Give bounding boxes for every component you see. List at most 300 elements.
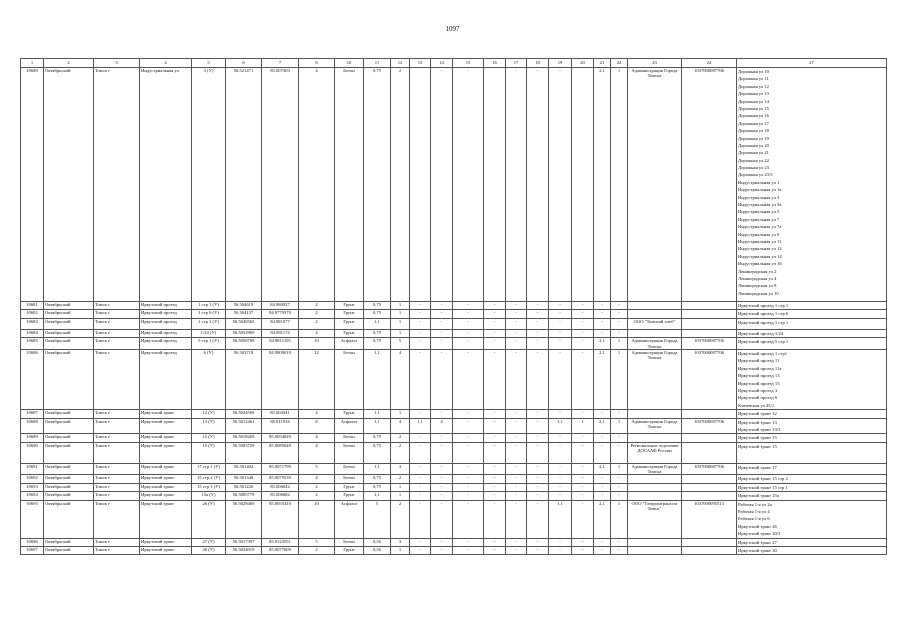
address-cell: [737, 410, 887, 418]
table-cell: 2: [299, 492, 335, 500]
table-cell: 85.011034: [262, 418, 299, 434]
table-cell: 0,35: [364, 547, 391, 555]
table-cell: 2,1: [594, 68, 611, 302]
table-cell: -: [594, 538, 611, 546]
table-cell: -: [611, 483, 628, 491]
table-cell: -: [549, 434, 572, 442]
table-cell: 0,75: [364, 475, 391, 483]
table-cell: -: [611, 329, 628, 337]
table-cell: -: [410, 500, 431, 538]
address-line: Иркутский проезд 6: [738, 395, 778, 401]
table-cell: Иркутский проезд: [140, 338, 192, 350]
table-cell: Октябрьский: [44, 500, 94, 538]
table-cell: -: [506, 475, 527, 483]
table-cell: -: [431, 538, 453, 546]
table-cell: 2: [299, 318, 335, 329]
table-cell: 56.5024569: [226, 410, 262, 418]
table-cell: -: [484, 349, 506, 409]
table-row: [21, 475, 887, 483]
table-cell: Октябрьский: [44, 483, 94, 491]
table-cell: Октябрьский: [44, 338, 94, 350]
table-cell: 85.0055419: [262, 500, 299, 538]
table-cell: Иркутский тракт: [140, 538, 192, 546]
table-cell: Асфальт: [335, 338, 364, 350]
table-cell: [628, 547, 682, 555]
table-cell: -: [527, 349, 549, 409]
table-cell: Иркутский проезд: [140, 349, 192, 409]
table-cell: -: [453, 538, 484, 546]
column-header: 11: [364, 59, 391, 68]
address-line: Иркутский тракт 15: [738, 435, 777, 441]
table-cell: Томск г: [94, 318, 140, 329]
table-cell: 12 (У): [192, 410, 226, 418]
table-cell: -: [410, 349, 431, 409]
table-cell: [628, 329, 682, 337]
table-cell: 1037000087706: [682, 68, 737, 302]
table-cell: ООО "Томский хлеб": [628, 318, 682, 329]
table-cell: Грунт: [335, 318, 364, 329]
table-row: [21, 538, 887, 546]
address-cell: [737, 68, 887, 302]
address-line: Рабочая 1-я ул 6: [738, 516, 770, 522]
address-line: Иркутский проезд 1/24: [738, 330, 784, 336]
table-cell: -: [431, 338, 453, 350]
table-cell: -: [431, 492, 453, 500]
table-cell: Октябрьский: [44, 538, 94, 546]
address-cell: [737, 338, 887, 350]
table-cell: 1 стр 1 (У): [192, 302, 226, 310]
table-cell: [682, 410, 737, 418]
table-cell: -: [611, 302, 628, 310]
table-cell: -: [527, 500, 549, 538]
table-cell: -: [506, 310, 527, 318]
table-cell: -: [572, 442, 594, 463]
table-cell: Администрация Города Томска: [628, 463, 682, 475]
table-cell: -: [410, 318, 431, 329]
table-cell: Иркутский тракт: [140, 418, 192, 434]
table-cell: 56.5005779: [226, 492, 262, 500]
table-cell: [484, 68, 506, 302]
table-cell: -: [453, 329, 484, 337]
table-cell: 26 (У): [192, 500, 226, 538]
table-cell: 2,1: [594, 418, 611, 434]
table-cell: Бетон: [335, 349, 364, 409]
table-cell: -: [431, 302, 453, 310]
table-cell: [628, 538, 682, 546]
table-cell: 1: [391, 410, 410, 418]
table-cell: -: [572, 500, 594, 538]
table-cell: 1: [391, 318, 410, 329]
table-cell: [682, 492, 737, 500]
table-cell: 10694: [21, 492, 44, 500]
table-cell: 1037000087706: [682, 418, 737, 434]
table-cell: 0,75: [364, 310, 391, 318]
address-line: Клюевская ул 45/1: [738, 402, 775, 408]
table-cell: Томск г: [94, 338, 140, 350]
table-cell: [682, 329, 737, 337]
table-row: [21, 500, 887, 538]
table-cell: -: [453, 310, 484, 318]
table-cell: -: [572, 310, 594, 318]
address-line: Рабочая 1-я ул 2а: [738, 501, 772, 507]
address-line: Индустриальная ул 1: [738, 179, 780, 185]
table-row: [21, 410, 887, 418]
table-cell: 85.007303: [262, 68, 299, 302]
address-line: Дорожная ул 13: [738, 91, 769, 97]
table-cell: -: [484, 547, 506, 555]
table-cell: Томск г: [94, 349, 140, 409]
table-cell: 85.006682: [262, 492, 299, 500]
table-cell: -: [527, 302, 549, 310]
table-cell: -: [527, 538, 549, 546]
table-cell: 15 (У): [192, 434, 226, 442]
table-cell: 56.521471: [226, 68, 262, 302]
address-line: Индустриальная ул 3а: [738, 202, 782, 208]
table-cell: 10695: [21, 500, 44, 538]
table-cell: -: [527, 318, 549, 329]
table-cell: -: [410, 410, 431, 418]
table-cell: 15а (У): [192, 492, 226, 500]
table-cell: -: [453, 318, 484, 329]
table-cell: 1,1: [549, 500, 572, 538]
address-line: Иркутский тракт 26: [738, 523, 777, 529]
table-cell: 10682: [21, 310, 44, 318]
table-cell: 1,1: [364, 349, 391, 409]
table-cell: [628, 483, 682, 491]
table-cell: -: [410, 338, 431, 350]
table-cell: Администрация Города Томска: [628, 338, 682, 350]
column-header: 27: [737, 59, 887, 68]
table-cell: 1,1: [364, 410, 391, 418]
table-cell: -: [549, 463, 572, 475]
table-cell: 2: [299, 302, 335, 310]
table-cell: 5: [299, 463, 335, 475]
table-cell: 56.504619: [226, 302, 262, 310]
address-line: Рабочая 1-я ул 4: [738, 509, 770, 515]
table-cell: 27 (У): [192, 538, 226, 546]
table-cell: Томск г: [94, 538, 140, 546]
address-line: Индустриальная ул 1а: [738, 187, 782, 193]
address-line: Дорожная ул 23: [738, 165, 769, 171]
table-cell: Асфальт: [335, 418, 364, 434]
table-cell: 1037000087706: [682, 349, 737, 409]
page-number: 1097: [445, 25, 460, 33]
table-cell: -: [453, 475, 484, 483]
table-cell: 56.5003729: [226, 442, 262, 463]
table-cell: -: [594, 318, 611, 329]
table-cell: 0,35: [364, 538, 391, 546]
table-cell: -: [594, 483, 611, 491]
table-cell: -: [611, 492, 628, 500]
table-cell: Октябрьский: [44, 418, 94, 434]
table-cell: -: [431, 547, 453, 555]
table-cell: 56.5012461: [226, 418, 262, 434]
table-cell: 85.0079539: [262, 475, 299, 483]
address-line: Дорожная ул 11: [738, 76, 769, 82]
table-row: [21, 442, 887, 463]
table-cell: Региональное отделение ДОСААФ России: [628, 442, 682, 463]
table-cell: -: [594, 310, 611, 318]
table-cell: Бетон: [335, 538, 364, 546]
table-row: [21, 434, 887, 442]
table-cell: -: [572, 410, 594, 418]
table-row: [21, 463, 887, 475]
table-cell: -: [594, 434, 611, 442]
table-cell: 10688: [21, 418, 44, 434]
table-cell: -: [410, 310, 431, 318]
table-cell: 5: [299, 538, 335, 546]
table-cell: 0,75: [364, 302, 391, 310]
table-cell: ООО "Газпромтрансгаз Томск": [628, 500, 682, 538]
table-cell: Иркутский тракт: [140, 434, 192, 442]
table-row: [21, 483, 887, 491]
table-cell: 1037000095513: [682, 500, 737, 538]
column-header: 4: [140, 59, 192, 68]
table-cell: -: [484, 410, 506, 418]
table-cell: Иркутский тракт: [140, 463, 192, 475]
table-cell: -: [594, 410, 611, 418]
table-cell: [628, 492, 682, 500]
table-cell: -: [594, 492, 611, 500]
table-cell: 10686: [21, 349, 44, 409]
table-cell: -: [506, 547, 527, 555]
table-cell: 4: [431, 418, 453, 434]
table-cell: -: [484, 463, 506, 475]
table-row: [21, 68, 887, 302]
address-line: Индустриальная ул 9: [738, 231, 780, 237]
table-cell: 1: [391, 483, 410, 491]
table-cell: -: [484, 475, 506, 483]
table-cell: 0,75: [364, 442, 391, 463]
table-cell: 56.5034019: [226, 547, 262, 555]
table-cell: 2: [299, 483, 335, 491]
address-line: Иркутский тракт 27: [738, 539, 777, 545]
table-cell: Бетон: [335, 442, 364, 463]
table-cell: [682, 310, 737, 318]
table-cell: -: [611, 442, 628, 463]
table-cell: 56.5018269: [226, 434, 262, 442]
table-cell: -: [527, 434, 549, 442]
column-header: 15: [453, 59, 484, 68]
table-cell: 4: [299, 442, 335, 463]
table-cell: Иркутский тракт: [140, 442, 192, 463]
table-cell: -: [410, 302, 431, 310]
table-cell: -: [594, 302, 611, 310]
table-cell: -: [453, 68, 484, 302]
column-header: 20: [572, 59, 594, 68]
address-line: Дорожная ул 22: [738, 157, 769, 163]
table-cell: 56.5017397: [226, 538, 262, 546]
table-cell: -: [410, 434, 431, 442]
table-cell: 10697: [21, 547, 44, 555]
table-cell: 1,1: [364, 418, 391, 434]
address-line: Иркутский тракт 12: [738, 411, 777, 417]
table-cell: 1,1: [410, 418, 431, 434]
table-cell: 1,1: [364, 318, 391, 329]
table-cell: 5: [364, 500, 391, 538]
table-cell: -: [453, 418, 484, 434]
address-line: Иркутский проезд 3: [738, 387, 778, 393]
table-cell: -: [549, 338, 572, 350]
table-cell: Октябрьский: [44, 475, 94, 483]
table-cell: -: [453, 338, 484, 350]
table-cell: -: [453, 492, 484, 500]
column-header: 23: [628, 59, 682, 68]
address-line: Дорожная ул 12: [738, 83, 769, 89]
table-cell: -: [431, 318, 453, 329]
table-cell: -: [431, 463, 453, 475]
table-cell: 2,1: [594, 349, 611, 409]
table-cell: 56.501348: [226, 475, 262, 483]
table-cell: Октябрьский: [44, 302, 94, 310]
table-cell: 13 (У): [192, 418, 226, 434]
table-cell: Иркутский тракт: [140, 500, 192, 538]
table-cell: -: [506, 463, 527, 475]
table-cell: -: [611, 547, 628, 555]
table-cell: 1: [572, 418, 594, 434]
table-cell: Томск г: [94, 302, 140, 310]
table-cell: Иркутский проезд: [140, 302, 192, 310]
table-cell: 56.5050769: [226, 338, 262, 350]
table-cell: 1/24 (У): [192, 329, 226, 337]
table-cell: 1: [611, 338, 628, 350]
table-cell: 10692: [21, 475, 44, 483]
table-cell: -: [549, 349, 572, 409]
table-cell: 0,75: [364, 483, 391, 491]
table-cell: 56.5052969: [226, 329, 262, 337]
table-cell: 10690: [21, 442, 44, 463]
address-cell: [737, 418, 887, 434]
table-cell: 1,1: [364, 492, 391, 500]
table-row: [21, 318, 887, 329]
table-cell: -: [506, 434, 527, 442]
table-cell: Октябрьский: [44, 329, 94, 337]
table-cell: -: [506, 500, 527, 538]
address-cell: [737, 329, 887, 337]
registry-body: [21, 68, 887, 555]
column-header: 17: [506, 59, 527, 68]
table-cell: -: [527, 310, 549, 318]
table-cell: Администрация Города Томска: [628, 418, 682, 434]
table-cell: [628, 475, 682, 483]
table-cell: 56.501226: [226, 483, 262, 491]
table-cell: -: [527, 338, 549, 350]
table-cell: Грунт: [335, 410, 364, 418]
table-cell: -: [572, 434, 594, 442]
table-cell: -: [453, 483, 484, 491]
table-cell: 10: [299, 500, 335, 538]
address-line: Иркутский проезд 1 стр 6: [738, 311, 789, 317]
table-cell: -: [572, 318, 594, 329]
table-cell: Октябрьский: [44, 310, 94, 318]
table-cell: -: [506, 418, 527, 434]
table-cell: -: [572, 483, 594, 491]
table-cell: [628, 302, 682, 310]
table-cell: 1 стр 1 (У): [192, 318, 226, 329]
table-cell: Томск г: [94, 68, 140, 302]
table-cell: [682, 483, 737, 491]
address-cell: [737, 538, 887, 546]
table-cell: 10693: [21, 483, 44, 491]
table-cell: Томск г: [94, 310, 140, 318]
table-cell: 2,1: [594, 338, 611, 350]
table-cell: 3 (У): [192, 68, 226, 302]
table-cell: 10685: [21, 338, 44, 350]
address-line: Иркутский проезд 1 стр 1: [738, 303, 789, 308]
table-cell: 8: [299, 418, 335, 434]
table-cell: -: [572, 302, 594, 310]
header-row: [21, 59, 887, 68]
table-cell: [682, 318, 737, 329]
table-cell: Томск г: [94, 434, 140, 442]
table-cell: 3: [391, 538, 410, 546]
table-cell: 15 стр 1 (У): [192, 483, 226, 491]
table-cell: -: [453, 434, 484, 442]
address-line: Иркутский тракт 15: [738, 443, 777, 449]
table-cell: [682, 442, 737, 463]
table-cell: Октябрьский: [44, 318, 94, 329]
table-cell: 84.9809019: [262, 349, 299, 409]
registry-table: [20, 58, 887, 555]
table-cell: -: [527, 547, 549, 555]
table-cell: -: [549, 318, 572, 329]
address-line: Дорожная ул 20: [738, 142, 769, 148]
table-cell: Томск г: [94, 463, 140, 475]
table-cell: Томск г: [94, 492, 140, 500]
table-cell: -: [572, 538, 594, 546]
table-cell: 0,75: [364, 329, 391, 337]
column-header: 6: [226, 59, 262, 68]
table-cell: 10681: [21, 302, 44, 310]
table-cell: 30 (У): [192, 547, 226, 555]
table-cell: -: [506, 329, 527, 337]
table-cell: [682, 475, 737, 483]
table-cell: -: [506, 68, 527, 302]
table-cell: -: [453, 500, 484, 538]
address-line: Дорожная ул 14: [738, 98, 769, 104]
table-cell: 56.501402: [226, 463, 262, 475]
address-cell: [737, 475, 887, 483]
table-cell: Иркутский тракт: [140, 492, 192, 500]
table-cell: -: [431, 310, 453, 318]
address-cell: [737, 492, 887, 500]
table-cell: 1: [611, 349, 628, 409]
table-cell: -: [527, 442, 549, 463]
table-cell: -: [572, 338, 594, 350]
address-cell: [737, 500, 887, 538]
table-cell: [628, 410, 682, 418]
table-cell: -: [453, 547, 484, 555]
table-row: [21, 338, 887, 350]
table-cell: 1: [391, 492, 410, 500]
table-cell: -: [453, 302, 484, 310]
table-cell: -: [527, 418, 549, 434]
address-line: Иркутский тракт 17: [738, 464, 777, 470]
address-line: Ленинградская ул 8: [738, 283, 777, 289]
address-line: Иркутский тракт 13: [738, 419, 777, 425]
address-line: Дорожная ул 21: [738, 150, 769, 156]
table-cell: Октябрьский: [44, 434, 94, 442]
column-header: 13: [410, 59, 431, 68]
table-cell: -: [594, 475, 611, 483]
table-cell: 10680: [21, 68, 44, 302]
table-cell: [682, 434, 737, 442]
table-cell: -: [594, 329, 611, 337]
table-cell: 10: [299, 338, 335, 350]
table-cell: 2: [299, 310, 335, 318]
table-cell: -: [410, 329, 431, 337]
table-cell: -: [410, 483, 431, 491]
